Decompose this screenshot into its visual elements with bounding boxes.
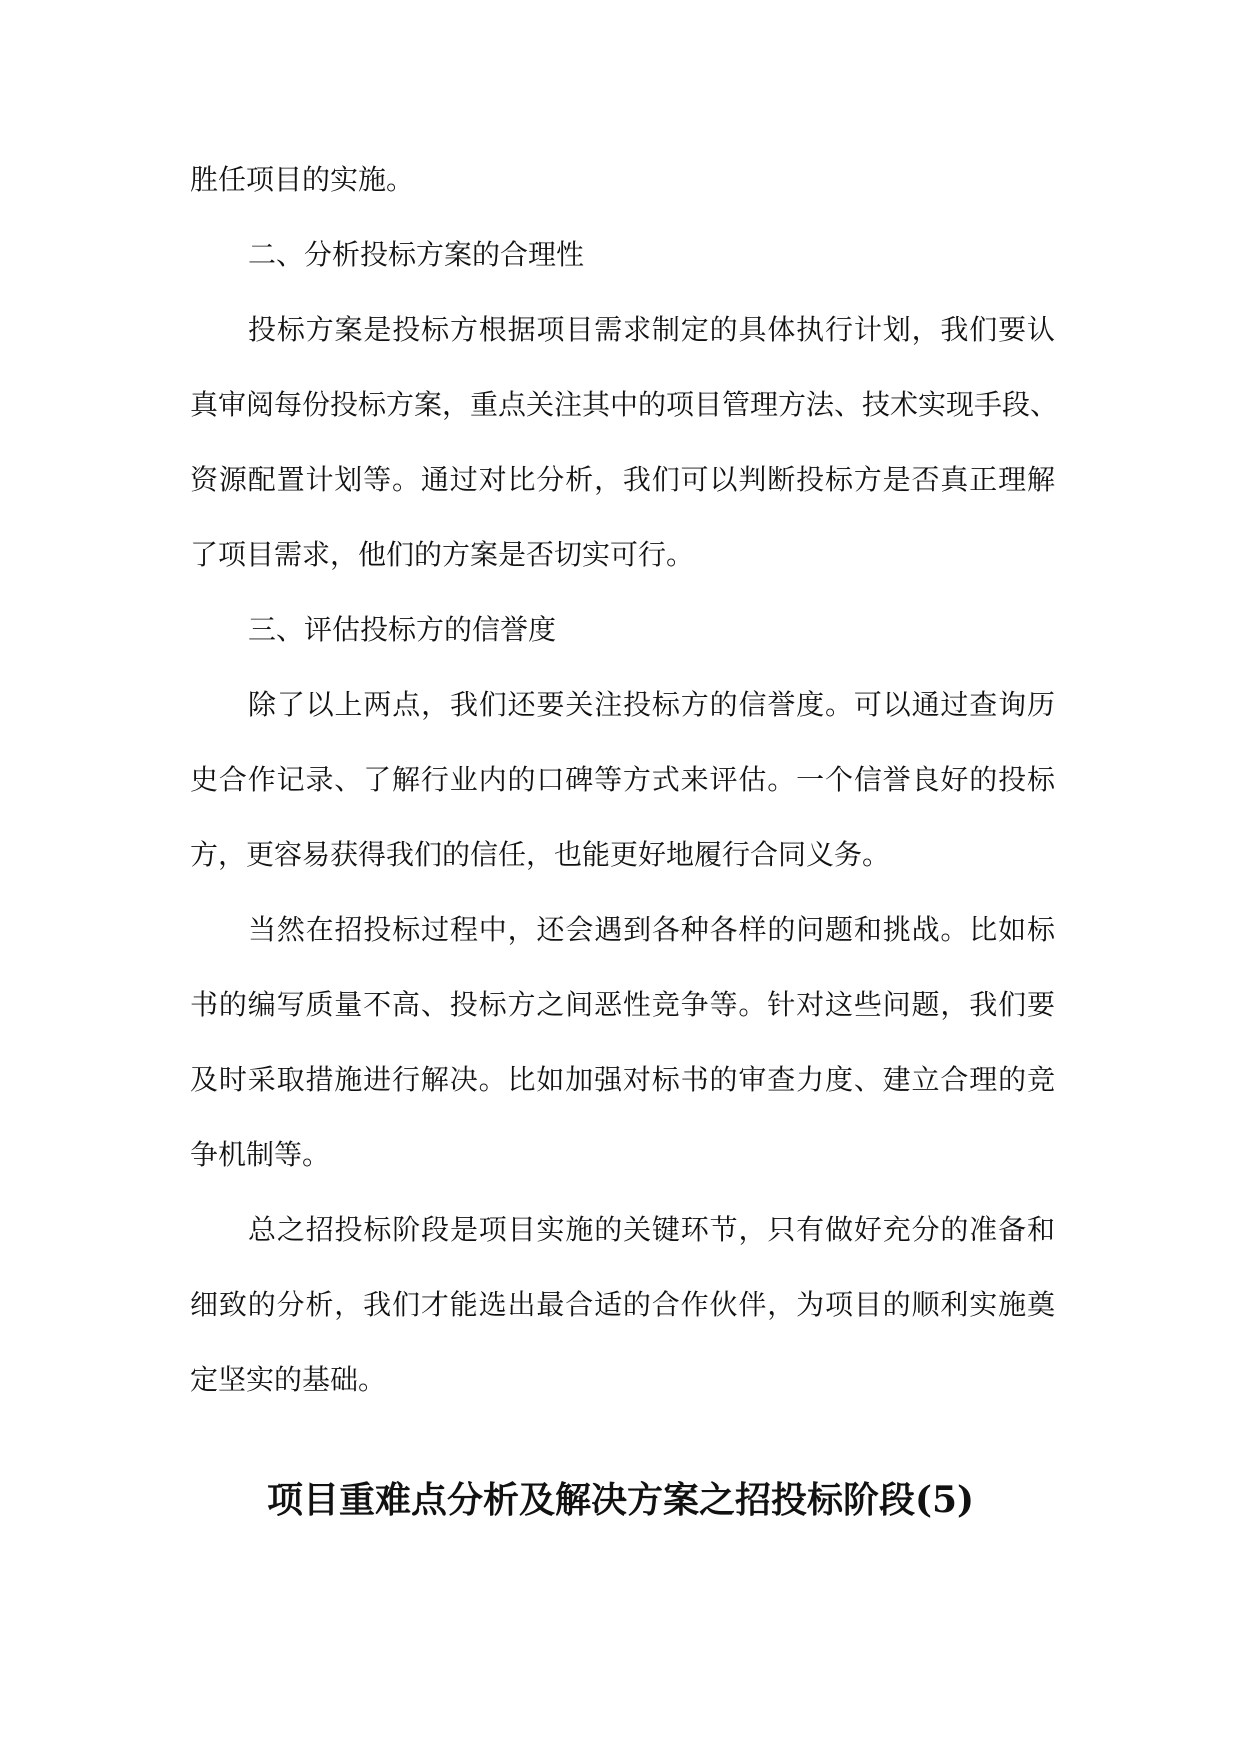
text-line: 三、评估投标方的信誉度 — [248, 613, 557, 646]
text-line: 细致的分析，我们才能选出最合适的合作伙伴，为项目的顺利实施奠 — [190, 1288, 1055, 1321]
text-line: 及时采取措施进行解决。比如加强对标书的审查力度、建立合理的竞 — [190, 1063, 1055, 1096]
paragraph-section-three-heading — [190, 592, 1055, 667]
text-line: 书的编写质量不高、投标方之间恶性竞争等。针对这些问题，我们要 — [190, 988, 1055, 1021]
text-line: 真审阅每份投标方案，重点关注其中的项目管理方法、技术实现手段、 — [190, 388, 1059, 421]
document-body — [190, 142, 1059, 1417]
paragraph-p-challenges — [190, 892, 1055, 1192]
paragraph-p-credibility — [190, 667, 1055, 892]
text-line: 方，更容易获得我们的信任，也能更好地履行合同义务。 — [190, 838, 891, 871]
section-title: 项目重难点分析及解决方案之招投标阶段(5) — [266, 1479, 975, 1521]
text-line: 了项目需求，他们的方案是否切实可行。 — [190, 538, 695, 571]
paragraph-p-summary — [190, 1192, 1055, 1417]
paragraph-section-two-heading — [190, 217, 1055, 292]
text-line: 二、分析投标方案的合理性 — [248, 238, 585, 271]
text-line: 胜任项目的实施。 — [190, 163, 415, 196]
text-line: 除了以上两点，我们还要关注投标方的信誉度。可以通过查询历 — [248, 688, 1055, 721]
text-line: 资源配置计划等。通过对比分析，我们可以判断投标方是否真正理解 — [190, 463, 1055, 496]
text-line: 史合作记录、了解行业内的口碑等方式来评估。一个信誉良好的投标 — [190, 763, 1055, 796]
text-line: 定坚实的基础。 — [190, 1363, 387, 1396]
text-line: 投标方案是投标方根据项目需求制定的具体执行计划，我们要认 — [248, 313, 1055, 346]
text-line: 总之招投标阶段是项目实施的关键环节，只有做好充分的准备和 — [248, 1213, 1055, 1246]
paragraph-p-plan-rationality — [190, 292, 1059, 592]
text-line: 争机制等。 — [190, 1138, 331, 1171]
text-line: 当然在招投标过程中，还会遇到各种各样的问题和挑战。比如标 — [248, 913, 1055, 946]
paragraph-p-continuation — [190, 142, 1055, 217]
